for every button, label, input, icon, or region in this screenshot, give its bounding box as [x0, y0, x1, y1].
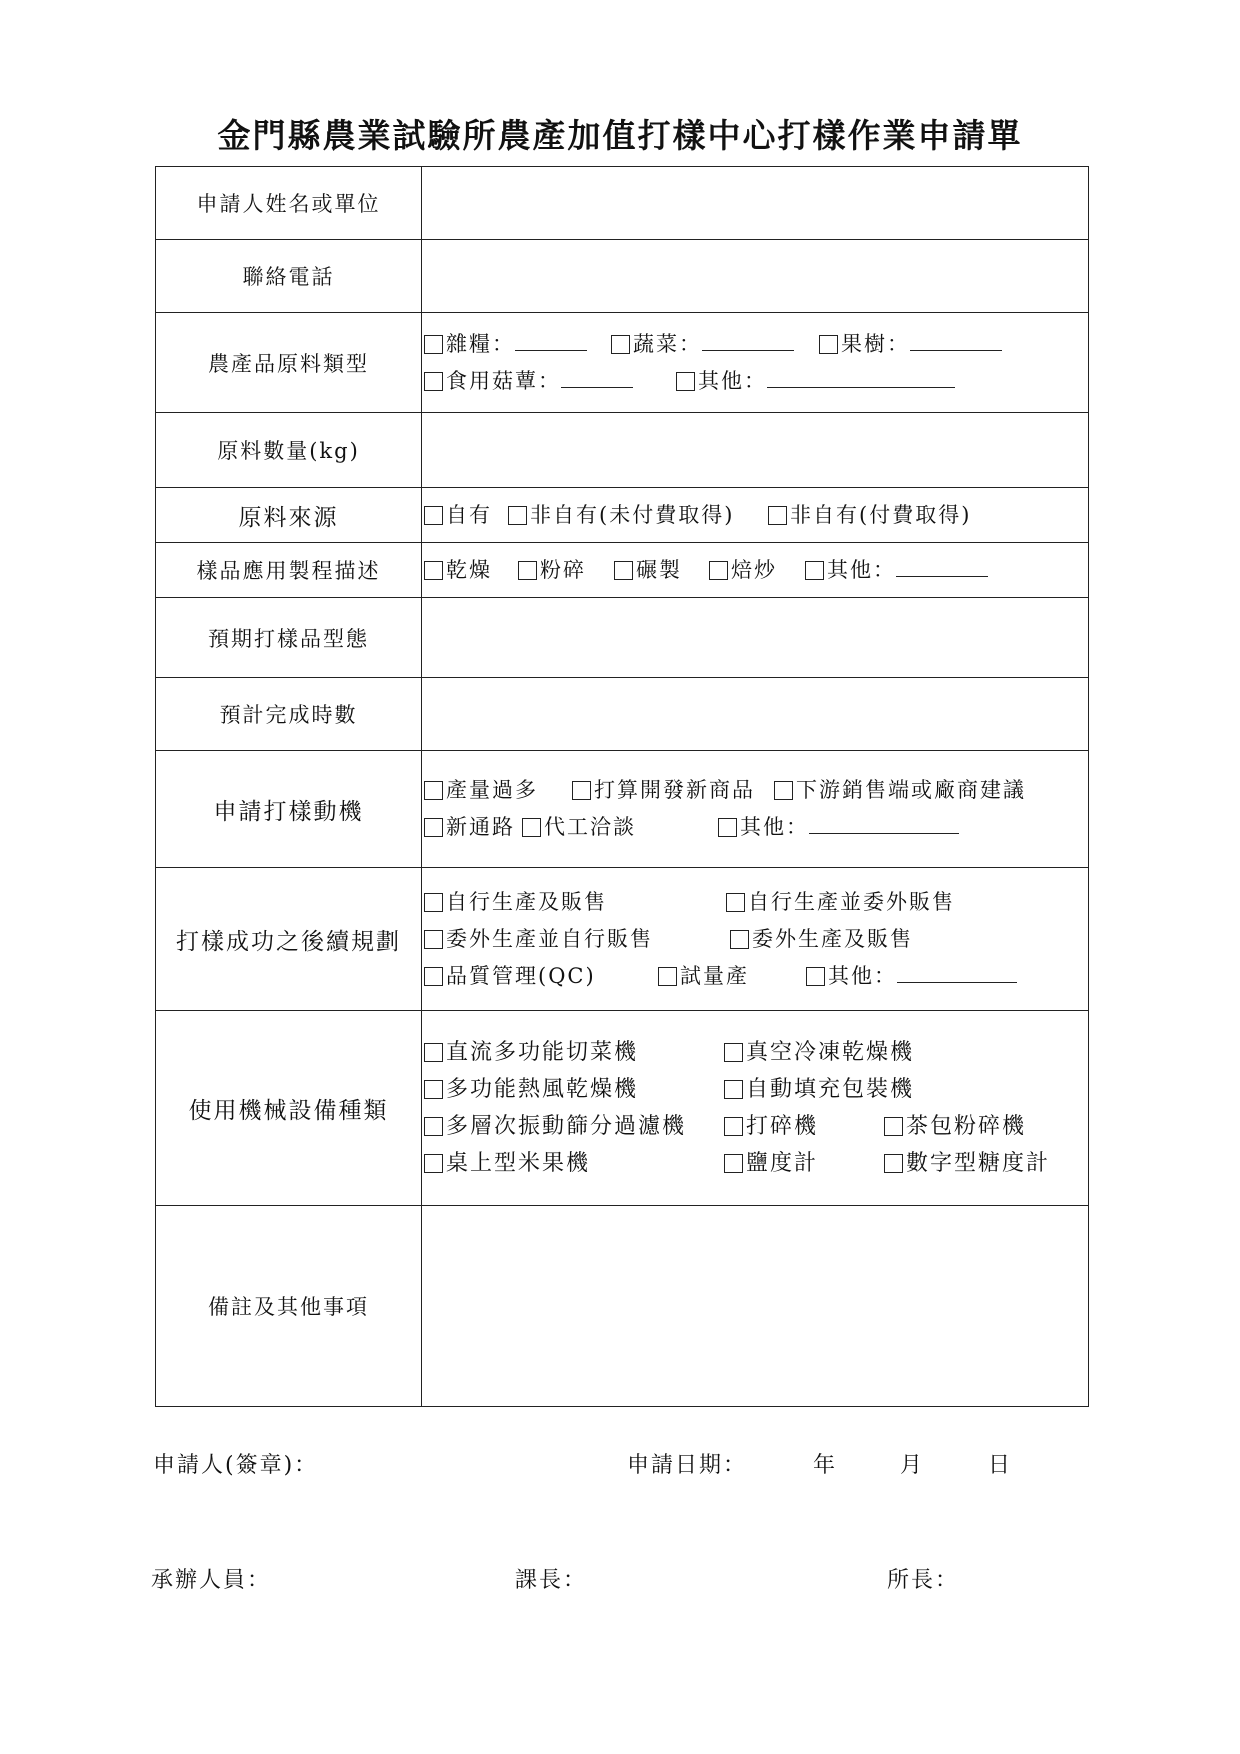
option-mushrooms[interactable]: 食用菇蕈： [424, 363, 633, 400]
row-equipment [156, 1011, 1089, 1206]
expected-form-field[interactable] [422, 598, 1089, 678]
phone-label: 聯絡電話 [156, 240, 422, 313]
row-material-type [156, 313, 1089, 413]
checkbox-icon[interactable] [424, 818, 443, 837]
checkbox-icon[interactable] [718, 818, 737, 837]
checkbox-icon[interactable] [424, 335, 443, 354]
form-title: 金門縣農業試驗所農產加值打樣中心打樣作業申請單 [217, 116, 1023, 155]
material-type-options [422, 313, 1089, 413]
checkbox-icon[interactable] [658, 967, 677, 986]
application-form-table [155, 166, 1089, 1407]
hours-label: 預計完成時數 [156, 678, 422, 751]
row-notes [156, 1206, 1089, 1407]
expected-form-label: 預期打樣品型態 [156, 598, 422, 678]
option-downstream-suggestion[interactable]: 下游銷售端或廠商建議 [774, 772, 1026, 809]
row-motivation [156, 751, 1089, 868]
applicant-signature-label: 申請人(簽章)： [153, 1453, 319, 1478]
source-label: 原料來源 [156, 488, 422, 543]
checkbox-icon[interactable] [424, 372, 443, 391]
source-options [422, 488, 1089, 543]
option-rice-cracker-machine[interactable]: 桌上型米果機 [424, 1145, 590, 1182]
quantity-field[interactable] [422, 413, 1089, 488]
blank-line[interactable] [910, 336, 1002, 351]
checkbox-icon[interactable] [884, 1154, 903, 1173]
row-hours [156, 678, 1089, 751]
equipment-options [422, 1011, 1089, 1206]
handler-label: 承辦人員： [151, 1568, 272, 1593]
date-day-label: 日 [988, 1453, 1013, 1478]
plan-label: 打樣成功之後續規劃 [156, 868, 422, 1011]
option-process-other[interactable]: 其他： [805, 552, 988, 589]
option-drying[interactable]: 乾燥 [424, 552, 492, 589]
option-outsource-produce-sell[interactable]: 委外生產及販售 [730, 921, 913, 958]
applicant-field[interactable] [422, 167, 1089, 240]
option-fruit-trees[interactable]: 果樹： [819, 326, 1002, 363]
option-auto-filling-packer[interactable]: 自動填充包裝機 [724, 1071, 914, 1108]
checkbox-icon[interactable] [424, 781, 443, 800]
option-dc-vegetable-cutter[interactable]: 直流多功能切菜機 [424, 1034, 638, 1071]
row-source [156, 488, 1089, 543]
blank-line[interactable] [897, 968, 1017, 983]
checkbox-icon[interactable] [614, 561, 633, 580]
row-plan [156, 868, 1089, 1011]
option-trial-production[interactable]: 試量產 [658, 958, 749, 995]
checkbox-icon[interactable] [709, 561, 728, 580]
checkbox-icon[interactable] [424, 967, 443, 986]
phone-field[interactable] [422, 240, 1089, 313]
motivation-options [422, 751, 1089, 868]
option-grains[interactable]: 雜糧： [424, 326, 587, 363]
option-not-own-paid[interactable]: 非自有(付費取得) [768, 497, 971, 534]
checkbox-icon[interactable] [805, 561, 824, 580]
checkbox-icon[interactable] [508, 506, 527, 525]
option-crushing[interactable]: 粉碎 [518, 552, 586, 589]
checkbox-icon[interactable] [611, 335, 630, 354]
checkbox-icon[interactable] [424, 1080, 443, 1099]
notes-label: 備註及其他事項 [156, 1206, 422, 1407]
blank-line[interactable] [702, 336, 794, 351]
checkbox-icon[interactable] [774, 781, 793, 800]
checkbox-icon[interactable] [806, 967, 825, 986]
checkbox-icon[interactable] [730, 930, 749, 949]
checkbox-icon[interactable] [424, 1154, 443, 1173]
checkbox-icon[interactable] [676, 372, 695, 391]
option-overproduction[interactable]: 產量過多 [424, 772, 538, 809]
material-type-label: 農產品原料類型 [156, 313, 422, 413]
checkbox-icon[interactable] [724, 1154, 743, 1173]
checkbox-icon[interactable] [724, 1080, 743, 1099]
option-hot-air-dryer[interactable]: 多功能熱風乾燥機 [424, 1071, 638, 1108]
option-vacuum-freeze-dryer[interactable]: 真空冷凍乾燥機 [724, 1034, 914, 1071]
checkbox-icon[interactable] [424, 1043, 443, 1062]
option-own[interactable]: 自有 [424, 497, 492, 534]
checkbox-icon[interactable] [424, 1117, 443, 1136]
option-crusher[interactable]: 打碎機 [724, 1108, 818, 1145]
row-process [156, 543, 1089, 598]
checkbox-icon[interactable] [724, 1043, 743, 1062]
option-vibrating-sieve[interactable]: 多層次振動篩分過濾機 [424, 1108, 686, 1145]
equipment-label: 使用機械設備種類 [156, 1011, 422, 1206]
quantity-label: 原料數量(kg) [156, 413, 422, 488]
director-label: 所長： [887, 1568, 960, 1593]
motivation-label: 申請打樣動機 [156, 751, 422, 868]
option-new-channel[interactable]: 新通路 [424, 809, 515, 846]
option-oem-talks[interactable]: 代工洽談 [522, 809, 636, 846]
date-month-label: 月 [900, 1453, 925, 1478]
option-self-produce-outsource-sell[interactable]: 自行生產並委外販售 [726, 884, 955, 921]
row-quantity [156, 413, 1089, 488]
checkbox-icon[interactable] [884, 1117, 903, 1136]
option-digital-brix-meter[interactable]: 數字型糖度計 [884, 1145, 1050, 1182]
application-date-label: 申請日期： [627, 1453, 748, 1478]
option-tea-bag-grinder[interactable]: 茶包粉碎機 [884, 1108, 1026, 1145]
row-phone [156, 240, 1089, 313]
process-label: 樣品應用製程描述 [156, 543, 422, 598]
process-options [422, 543, 1089, 598]
option-plan-other[interactable]: 其他： [806, 958, 1017, 995]
option-new-product[interactable]: 打算開發新商品 [572, 772, 755, 809]
checkbox-icon[interactable] [724, 1117, 743, 1136]
option-motivation-other[interactable]: 其他： [718, 809, 959, 846]
option-vegetables[interactable]: 蔬菜： [611, 326, 794, 363]
option-self-produce-sell[interactable]: 自行生產及販售 [424, 884, 607, 921]
option-salinity-meter[interactable]: 鹽度計 [724, 1145, 818, 1182]
checkbox-icon[interactable] [522, 818, 541, 837]
checkbox-icon[interactable] [726, 893, 745, 912]
checkbox-icon[interactable] [424, 930, 443, 949]
blank-line[interactable] [809, 819, 959, 834]
option-other[interactable]: 其他： [676, 363, 955, 400]
checkbox-icon[interactable] [518, 561, 537, 580]
notes-field[interactable] [422, 1206, 1089, 1407]
blank-line[interactable] [767, 373, 955, 388]
blank-line[interactable] [896, 562, 988, 577]
checkbox-icon[interactable] [819, 335, 838, 354]
option-milling[interactable]: 碾製 [614, 552, 682, 589]
option-outsource-produce-self-sell[interactable]: 委外生產並自行販售 [424, 921, 653, 958]
row-applicant [156, 167, 1089, 240]
blank-line[interactable] [515, 336, 587, 351]
option-not-own-unpaid[interactable]: 非自有(未付費取得) [508, 497, 734, 534]
checkbox-icon[interactable] [424, 561, 443, 580]
row-expected-form [156, 598, 1089, 678]
blank-line[interactable] [561, 373, 633, 388]
checkbox-icon[interactable] [424, 506, 443, 525]
section-chief-label: 課長： [515, 1568, 588, 1593]
checkbox-icon[interactable] [572, 781, 591, 800]
plan-options [422, 868, 1089, 1011]
option-roasting[interactable]: 焙炒 [709, 552, 777, 589]
checkbox-icon[interactable] [768, 506, 787, 525]
checkbox-icon[interactable] [424, 893, 443, 912]
hours-field[interactable] [422, 678, 1089, 751]
applicant-label: 申請人姓名或單位 [156, 167, 422, 240]
date-year-label: 年 [813, 1453, 838, 1478]
option-quality-control[interactable]: 品質管理(QC) [424, 958, 596, 995]
